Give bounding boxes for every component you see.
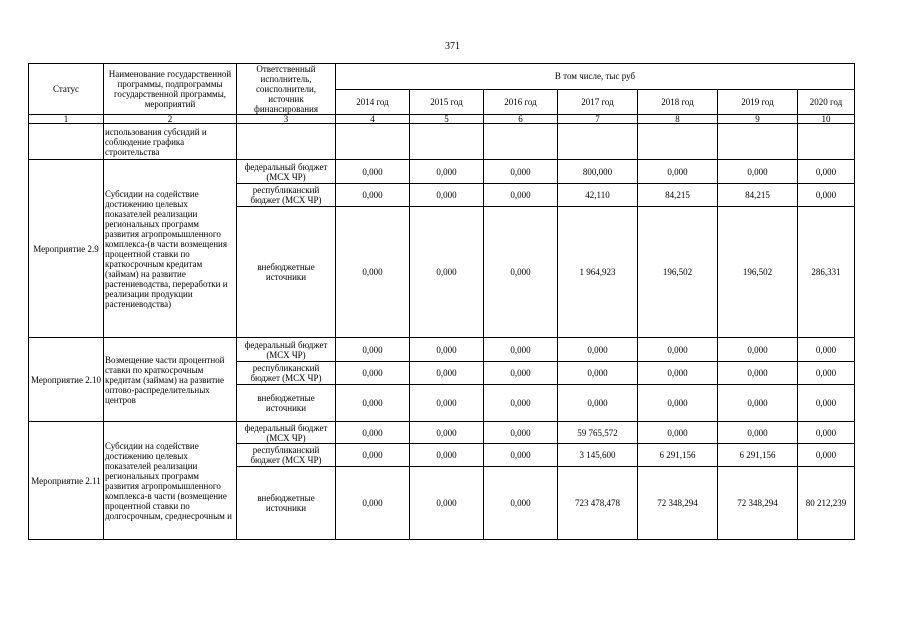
- header-executor: Ответственный исполнитель, соисполнители, источник финансирования: [237, 64, 336, 115]
- value-cell: 0,000: [798, 160, 855, 184]
- value-cell: 0,000: [484, 362, 558, 385]
- value-cell: 0,000: [718, 422, 798, 444]
- header-year: 2016 год: [484, 89, 558, 115]
- table-row: [29, 338, 855, 362]
- value-cell: 0,000: [484, 467, 558, 540]
- value-cell: 0,000: [410, 207, 484, 338]
- value-cell: 0,000: [798, 444, 855, 467]
- source-cell: [237, 124, 336, 160]
- value-cell: 0,000: [484, 422, 558, 444]
- value-cell: 286,331: [798, 207, 855, 338]
- table-row: [29, 160, 855, 184]
- value-cell: 6 291,156: [718, 444, 798, 467]
- header-budget-group: В том числе, тыс руб: [336, 64, 855, 90]
- header-year: 2019 год: [718, 89, 798, 115]
- column-number: 9: [718, 115, 798, 124]
- column-number: 3: [237, 115, 336, 124]
- status-cell: Мероприятие 2.10: [29, 338, 104, 422]
- status-cell: Мероприятие 2.9: [29, 160, 104, 338]
- value-cell: 0,000: [484, 207, 558, 338]
- status-cell: Мероприятие 2.11: [29, 422, 104, 540]
- value-cell: 0,000: [410, 385, 484, 422]
- value-cell: 0,000: [558, 385, 638, 422]
- source-cell: республиканский бюджет (МСХ ЧР): [237, 444, 336, 467]
- value-cell: [558, 124, 638, 160]
- header-year: 2020 год: [798, 89, 855, 115]
- header-year: 2014 год: [336, 89, 410, 115]
- value-cell: 0,000: [336, 467, 410, 540]
- value-cell: 0,000: [484, 338, 558, 362]
- measure-name-cell: Субсидии на содействие достижению целевых показателей реализации региональных программ развития агропромышленного комплекса-(в части возмещения процентной ставки по краткосрочным кредитам (займам) на развитие растениеводства, переработки и реализации продукции растениеводства): [104, 160, 237, 338]
- value-cell: [410, 124, 484, 160]
- value-cell: 0,000: [638, 422, 718, 444]
- value-cell: 1 964,923: [558, 207, 638, 338]
- value-cell: 0,000: [718, 385, 798, 422]
- column-number: 6: [484, 115, 558, 124]
- source-cell: республиканский бюджет (МСХ ЧР): [237, 362, 336, 385]
- column-number: 1: [29, 115, 104, 124]
- value-cell: 0,000: [638, 338, 718, 362]
- value-cell: 0,000: [410, 467, 484, 540]
- value-cell: 3 145,600: [558, 444, 638, 467]
- column-number: 5: [410, 115, 484, 124]
- value-cell: [718, 124, 798, 160]
- value-cell: 0,000: [558, 362, 638, 385]
- value-cell: 0,000: [410, 338, 484, 362]
- value-cell: 196,502: [638, 207, 718, 338]
- value-cell: 800,000: [558, 160, 638, 184]
- source-cell: внебюджетные источники: [237, 207, 336, 338]
- column-number: 2: [104, 115, 237, 124]
- value-cell: 0,000: [798, 362, 855, 385]
- value-cell: 0,000: [484, 444, 558, 467]
- value-cell: 0,000: [336, 160, 410, 184]
- value-cell: 0,000: [336, 362, 410, 385]
- value-cell: 0,000: [638, 385, 718, 422]
- value-cell: 0,000: [410, 444, 484, 467]
- column-number: 10: [798, 115, 855, 124]
- value-cell: 0,000: [336, 338, 410, 362]
- table-row: [29, 124, 855, 160]
- value-cell: 0,000: [484, 160, 558, 184]
- value-cell: 0,000: [638, 362, 718, 385]
- value-cell: 0,000: [336, 207, 410, 338]
- source-cell: федеральный бюджет (МСХ ЧР): [237, 422, 336, 444]
- value-cell: 0,000: [410, 422, 484, 444]
- page-number: 371: [445, 41, 460, 52]
- value-cell: [484, 124, 558, 160]
- value-cell: 42,110: [558, 184, 638, 207]
- source-cell: внебюджетные источники: [237, 467, 336, 540]
- value-cell: 0,000: [798, 184, 855, 207]
- value-cell: 0,000: [638, 160, 718, 184]
- value-cell: 72 348,294: [638, 467, 718, 540]
- measure-name-cell: Возмещение части процентной ставки по краткосрочным кредитам (займам) на развитие оптово-распределительных центров: [104, 338, 237, 422]
- value-cell: 0,000: [336, 444, 410, 467]
- column-number: 8: [638, 115, 718, 124]
- column-number: 7: [558, 115, 638, 124]
- value-cell: 0,000: [410, 184, 484, 207]
- value-cell: 84,215: [718, 184, 798, 207]
- value-cell: 0,000: [484, 184, 558, 207]
- measure-name-cell: использования субсидий и соблюдение графика строительства: [104, 124, 237, 160]
- value-cell: 0,000: [336, 184, 410, 207]
- value-cell: 72 348,294: [718, 467, 798, 540]
- value-cell: 59 765,572: [558, 422, 638, 444]
- value-cell: 0,000: [410, 362, 484, 385]
- header-name: Наименование государственной программы, подпрограммы государственной программы, мероприятий: [104, 64, 237, 115]
- value-cell: 0,000: [410, 160, 484, 184]
- value-cell: 723 478,478: [558, 467, 638, 540]
- header-year: 2018 год: [638, 89, 718, 115]
- value-cell: 196,502: [718, 207, 798, 338]
- column-number: 4: [336, 115, 410, 124]
- value-cell: 84,215: [638, 184, 718, 207]
- status-cell: [29, 124, 104, 160]
- source-cell: внебюджетные источники: [237, 385, 336, 422]
- measure-name-cell: Субсидии на содействие достижению целевых показателей реализации региональных программ развития агропромышленного комплекса-в части (возмещение процентной ставки по долгосрочным, среднесрочным и: [104, 422, 237, 540]
- value-cell: [798, 124, 855, 160]
- value-cell: 0,000: [718, 362, 798, 385]
- value-cell: 0,000: [336, 385, 410, 422]
- value-cell: 0,000: [484, 385, 558, 422]
- source-cell: республиканский бюджет (МСХ ЧР): [237, 184, 336, 207]
- header-year: 2017 год: [558, 89, 638, 115]
- source-cell: федеральный бюджет (МСХ ЧР): [237, 338, 336, 362]
- value-cell: 0,000: [336, 422, 410, 444]
- header-year: 2015 год: [410, 89, 484, 115]
- header-status: Статус: [29, 64, 104, 115]
- value-cell: 0,000: [718, 160, 798, 184]
- value-cell: 0,000: [798, 422, 855, 444]
- value-cell: 80 212,239: [798, 467, 855, 540]
- value-cell: 0,000: [798, 385, 855, 422]
- value-cell: [336, 124, 410, 160]
- value-cell: 0,000: [798, 338, 855, 362]
- source-cell: федеральный бюджет (МСХ ЧР): [237, 160, 336, 184]
- budget-table: [28, 63, 855, 540]
- value-cell: [638, 124, 718, 160]
- table-row: [29, 422, 855, 444]
- value-cell: 0,000: [558, 338, 638, 362]
- value-cell: 6 291,156: [638, 444, 718, 467]
- value-cell: 0,000: [718, 338, 798, 362]
